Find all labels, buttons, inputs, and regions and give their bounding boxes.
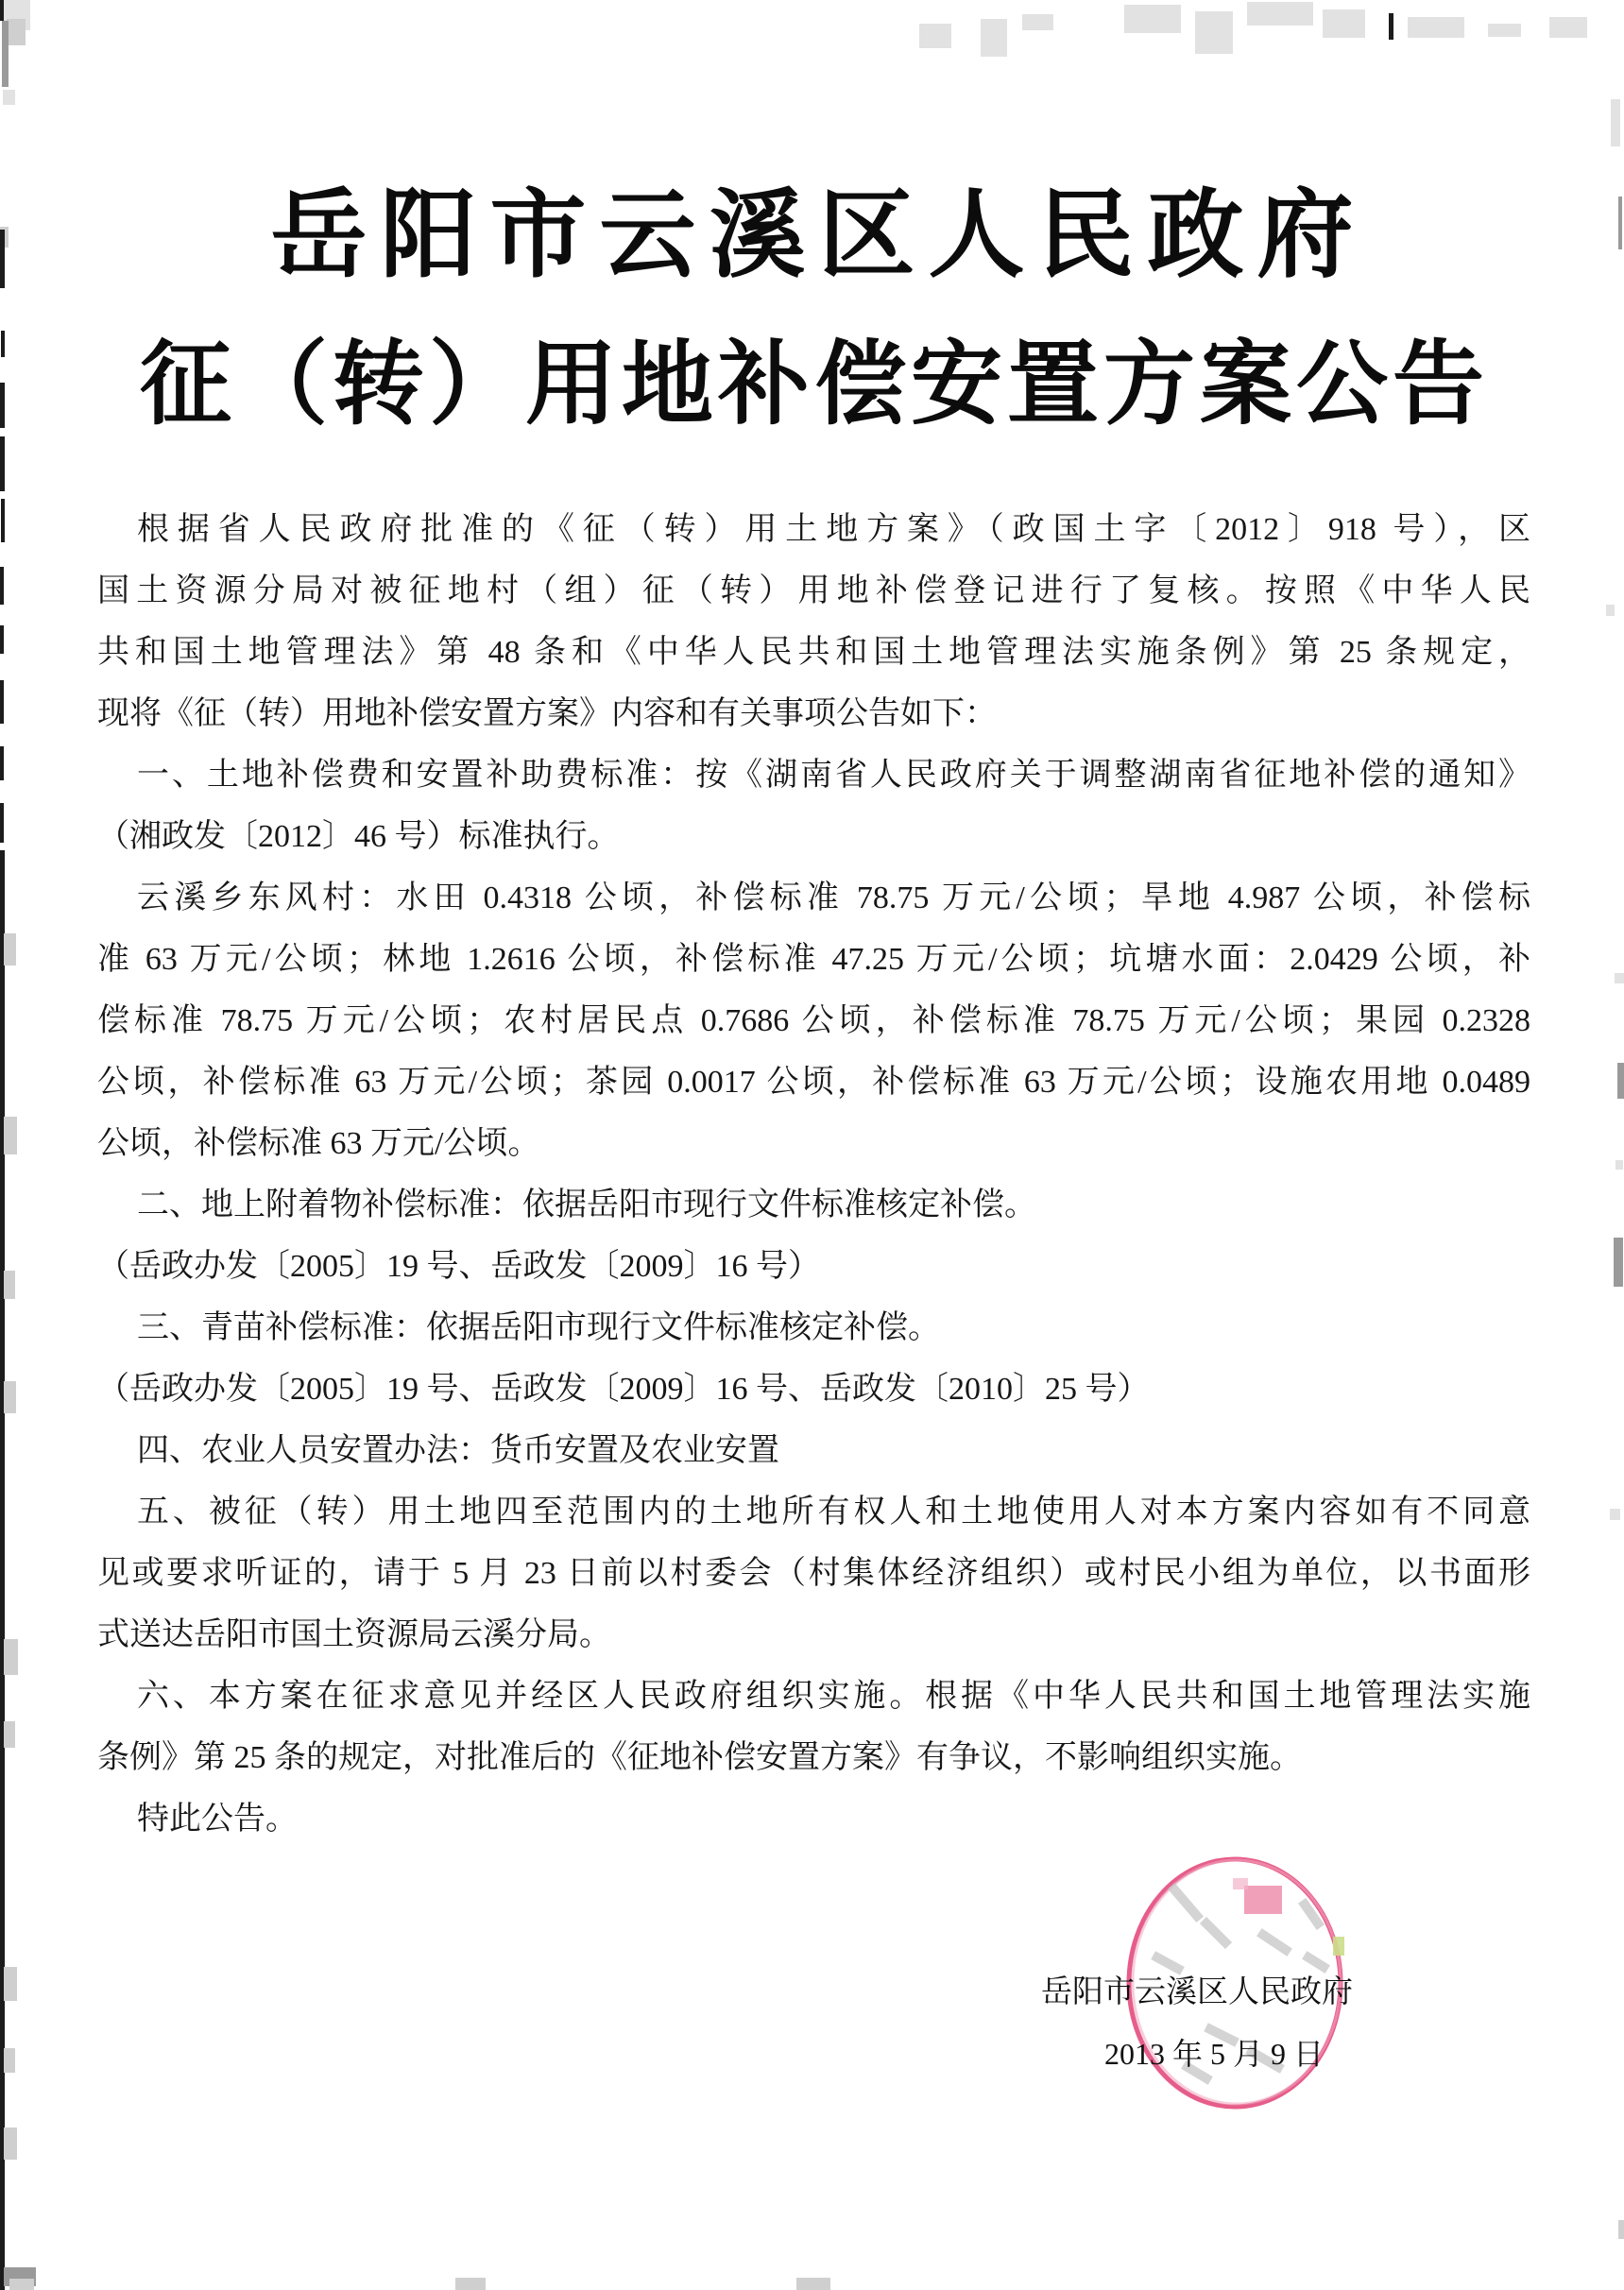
scan-artifact [4, 1381, 16, 1413]
scan-artifact [1614, 1238, 1623, 1287]
scan-artifact [4, 1639, 18, 1675]
scan-artifact [0, 803, 4, 843]
scan-artifact [1389, 13, 1393, 40]
scan-artifact [0, 0, 6, 21]
body-line: 一、土地补偿费和安置补助费标准：按《湖南省人民政府关于调整湖南省征地补偿的通知》 [137, 758, 1530, 793]
document-title-line-2: 征（转）用地补偿安置方案公告 [140, 334, 1489, 436]
body-line: 公顷，补偿标准 63 万元/公顷；茶园 0.0017 公顷，补偿标准 63 万元/公顷；设施农用地 0.0489 [97, 1065, 1530, 1100]
scan-artifact [1611, 99, 1620, 146]
body-line: 见或要求听证的，请于 5 月 23 日前以村委会（村集体经济组织）或村民小组为单位，以书面形 [97, 1556, 1530, 1591]
scan-artifact [1618, 2220, 1624, 2239]
scan-artifact [981, 19, 1007, 57]
body-line: （岳政办发〔2005〕19 号、岳政发〔2009〕16 号、岳政发〔2010〕25 号） [97, 1372, 1150, 1407]
body-line: 云溪乡东风村：水田 0.4318 公顷，补偿标准 78.75 万元/公顷；旱地 4.987 公顷，补偿标 [137, 880, 1530, 915]
scan-artifact [1124, 5, 1181, 33]
scan-artifact [1247, 2, 1313, 26]
scan-artifact [1617, 1063, 1624, 1099]
scan-artifact [1022, 14, 1053, 30]
scan-artifact [4, 2128, 17, 2160]
body-line: 现将《征（转）用地补偿安置方案》内容和有关事项公告如下： [97, 696, 997, 731]
body-line: 五、被征（转）用土地四至范围内的土地所有权人和土地使用人对本方案内容如有不同意 [137, 1495, 1530, 1530]
body-line: （岳政办发〔2005〕19 号、岳政发〔2009〕16 号） [97, 1249, 820, 1284]
scan-artifact [4, 1721, 15, 1748]
scan-artifact [4, 2267, 36, 2286]
scan-artifact [1549, 17, 1587, 38]
scan-artifact [1615, 1160, 1623, 1170]
scan-artifact [2, 21, 9, 87]
scan-artifact [919, 24, 951, 48]
scan-artifact [0, 436, 5, 491]
scan-artifact [9, 2279, 34, 2290]
document-title-line-1: 岳阳市云溪区人民政府 [270, 183, 1367, 290]
body-line: 国土资源分局对被征地村（组）征（转）用地补偿登记进行了复核。按照《中华人民 [97, 573, 1530, 608]
scan-artifact [7, 19, 26, 45]
body-line: 根据省人民政府批准的《征（转）用土地方案》（政国土字〔2012〕918 号），区 [137, 512, 1530, 547]
body-line: 六、本方案在征求意见并经区人民政府组织实施。根据《中华人民共和国土地管理法实施 [137, 1679, 1530, 1714]
body-line: （湘政发〔2012〕46 号）标准执行。 [97, 819, 620, 854]
scan-artifact [0, 625, 4, 654]
scan-artifact [4, 2048, 15, 2073]
body-line: 四、农业人员安置办法：货币安置及农业安置 [137, 1433, 779, 1468]
scan-artifact [1, 499, 5, 542]
body-line: 公顷，补偿标准 63 万元/公顷。 [97, 1126, 540, 1161]
scan-artifact [455, 2278, 486, 2290]
scan-artifact [1615, 973, 1624, 983]
signature-date: 2013 年 5 月 9 日 [1103, 2037, 1324, 2071]
scan-artifact [0, 567, 4, 605]
scan-artifact [4, 933, 16, 966]
scan-artifact [4, 1967, 17, 2001]
body-line: 准 63 万元/公顷；林地 1.2616 公顷，补偿标准 47.25 万元/公顷；坑塘水面：2.0429 公顷，补 [97, 942, 1530, 977]
scan-artifact [3, 90, 15, 105]
scan-artifact [4, 1117, 17, 1154]
scan-artifact [0, 850, 5, 2290]
scan-artifact [4, 0, 30, 30]
scan-artifact [796, 2278, 830, 2290]
scan-artifact [1610, 1509, 1620, 1520]
body-line: 三、青苗补偿标准：依据岳阳市现行文件标准核定补偿。 [137, 1310, 940, 1345]
scan-artifact [1195, 11, 1233, 54]
seal-color-fleck [1333, 1937, 1344, 1956]
signature-organization: 岳阳市云溪区人民政府 [1041, 1975, 1353, 2009]
body-line: 二、地上附着物补偿标准：依据岳阳市现行文件标准核定补偿。 [137, 1188, 1036, 1222]
body-line: 特此公告。 [137, 1802, 298, 1837]
body-line: 偿标准 78.75 万元/公顷；农村居民点 0.7686 公顷，补偿标准 78.75 万元/公顷；果园 0.2328 [97, 1003, 1530, 1038]
seal-emblem-mark [1244, 1886, 1282, 1914]
scan-artifact [0, 746, 4, 780]
body-line: 共和国土地管理法》第 48 条和《中华人民共和国土地管理法实施条例》第 25 条规定， [97, 635, 1530, 670]
scan-artifact [1606, 605, 1615, 616]
document-body [97, 499, 1530, 1850]
scan-artifact [1408, 17, 1464, 38]
body-line: 条例》第 25 条的规定，对批准后的《征地补偿安置方案》有争议，不影响组织实施。 [97, 1740, 1302, 1775]
scan-artifact [4, 1271, 15, 1299]
scan-artifact [1488, 24, 1521, 37]
scan-artifact [1323, 9, 1365, 38]
body-line: 式送达岳阳市国土资源局云溪分局。 [97, 1617, 611, 1652]
scan-artifact [0, 680, 4, 724]
